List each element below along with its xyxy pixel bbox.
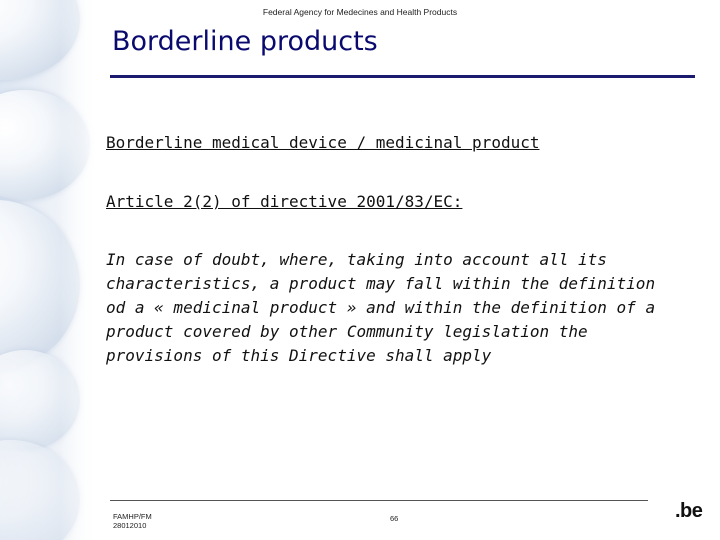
- slide-title: Borderline products: [112, 26, 378, 57]
- article-reference: Article 2(2) of directive 2001/83/EC:: [106, 192, 463, 211]
- title-underline: [110, 75, 695, 78]
- pill-background-image: [0, 0, 100, 540]
- footer-org: [113, 512, 152, 530]
- directive-quote: In case of doubt, where, taking into account all its characteristics, a product may fall within the definition od a « medicinal product » and within the definition of a product covered by other Community legislation the provisions of this Directive shall apply: [106, 250, 656, 365]
- agency-name: Federal Agency for Medecines and Health Products: [262, 7, 458, 17]
- page-number: 66: [390, 514, 399, 523]
- section-heading: Borderline medical device / medicinal product: [106, 133, 540, 152]
- be-logo: .be: [675, 500, 703, 522]
- footer-rule: [110, 500, 648, 501]
- background-fade: [60, 0, 100, 540]
- footer-date: 28012010: [113, 521, 147, 530]
- footer-org-name: FAMHP/FM: [113, 512, 152, 521]
